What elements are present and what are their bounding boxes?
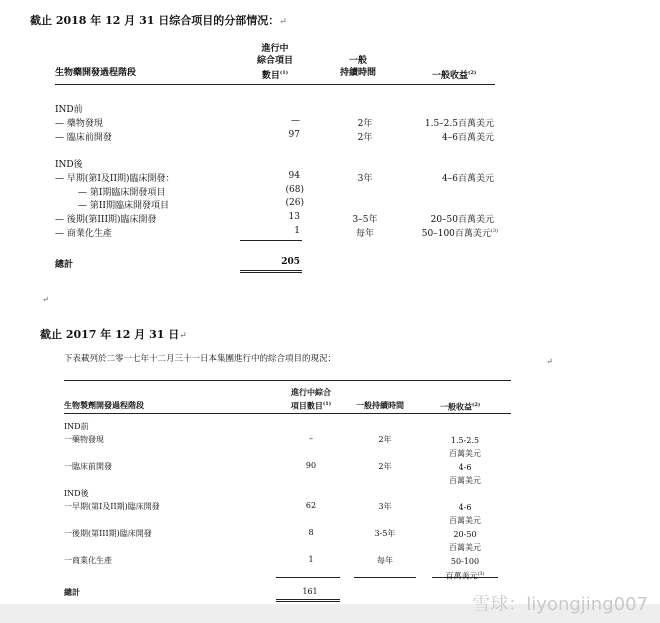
table-cell-count: 13 [288, 212, 300, 222]
s2-total-rule-1 [276, 599, 340, 600]
s1-subtotal-rule [240, 240, 302, 241]
table-cell-duration: 2年 [378, 462, 392, 471]
s2-col-count-header: 進行中綜合 項目數目$^{(1)}$ [290, 387, 332, 411]
table-row: IND前 [64, 422, 89, 431]
s2-col-stage-header: 生物製劑開發過程階段 [64, 400, 144, 410]
s2-total-value: 161 [302, 587, 318, 596]
paragraph-mark: ↵ [42, 295, 49, 304]
table-cell-count: 97 [288, 130, 300, 140]
table-cell-duration: 3-5年 [374, 529, 396, 538]
s1-total-rule-2 [240, 272, 302, 273]
table-cell-duration: 2年 [357, 119, 373, 129]
table-row: — 第II期臨床開發項目 [78, 201, 169, 211]
s2-top-rule [64, 380, 511, 381]
s1-total-label: 總計 [55, 260, 74, 270]
s2-subtotal-rule-duration [354, 577, 416, 578]
table-row: — 第I期臨床開發項目 [78, 188, 166, 198]
s1-total-value: 205 [281, 257, 300, 267]
table-row: — 早期(第I及II期)臨床開發： [55, 174, 175, 184]
table-cell-duration: 2年 [378, 435, 392, 444]
s2-total-label: 總計 [64, 587, 80, 597]
table-cell-revenue: 4-6 百萬美元 [449, 503, 481, 525]
table-row: IND後 [55, 160, 83, 170]
table-row: — 臨床前開發 [55, 133, 112, 143]
table-row: IND後 [64, 489, 89, 498]
table-cell-revenue: 4–6百萬美元 [442, 174, 494, 184]
paragraph-mark: ↵ [546, 357, 553, 366]
table-row: 一藥物發現 [64, 435, 104, 444]
table-cell-duration: 2年 [357, 133, 373, 143]
table-cell-count: 1 [294, 226, 300, 236]
s2-col-duration-header: 一般持續時間 [356, 400, 404, 410]
table-cell-count: — [291, 116, 300, 126]
table-cell-revenue: 20-50 百萬美元 [449, 530, 481, 552]
section2-intro: 下表載列於二零一七年十二月三十一日本集團進行中的綜合項目的現況： [64, 354, 337, 364]
table-cell-revenue: 1.5-2.5 百萬美元 [449, 436, 481, 458]
table-cell-count: – [309, 434, 313, 443]
table-row: IND前 [55, 105, 83, 115]
table-cell-revenue: 50-100 $^{(3)}$ [450, 557, 485, 577]
section1-heading: 截止 2018 年 12 月 31 日综合项目的分部情况：↵ [30, 14, 287, 27]
s2-subtotal-rule-revenue [432, 577, 498, 578]
table-cell-count: 90 [305, 461, 317, 470]
table-cell-duration: 3年 [357, 174, 373, 184]
table-row: 一臨床前開發 [64, 462, 112, 471]
table-cell-count: (26) [285, 198, 304, 208]
s1-header-rule [55, 84, 495, 85]
table-row: — 藥物發現 [55, 119, 103, 129]
table-cell-revenue: 1.5–2.5百萬美元 [424, 119, 494, 129]
s2-col-revenue-header: 一般收益$^{(2)}$ [440, 401, 481, 412]
section2-heading: 截止 2017 年 12 月 31 日↵ [40, 328, 187, 341]
table-row: 一商業化生產 [64, 556, 112, 565]
table-cell-revenue: 20–50百萬美元 [430, 215, 494, 225]
s2-subtotal-rule-count [276, 577, 340, 578]
s1-col-revenue-header: 一般收益$^{(2)}$ [432, 70, 477, 81]
table-row: 一早期(第I及II期)臨床開發 [64, 502, 160, 511]
s2-total-rule-2 [276, 601, 340, 602]
table-row: 一後期(第III期)臨床開發 [64, 529, 152, 538]
table-cell-count: 62 [305, 501, 317, 510]
s1-col-count-header: 進行中 綜合項目 數目$^{(1)}$ [256, 44, 293, 81]
table-cell-duration: 每年 [355, 229, 374, 239]
s1-total-rule-1 [240, 270, 302, 271]
table-cell-duration: 3年 [378, 502, 392, 511]
table-cell-count: 94 [288, 171, 300, 181]
table-row: — 商業化生產 [55, 229, 112, 239]
table-cell-count: 8 [308, 528, 314, 537]
table-cell-count: (68) [285, 185, 304, 195]
table-cell-revenue: 50–100百萬美元$^{(3)}$ [421, 228, 498, 239]
table-cell-revenue: 4-6 百萬美元 [449, 463, 481, 485]
table-row: — 後期(第III期)臨床開發 [55, 215, 157, 225]
s1-col-duration-header: 一般 持續時間 [339, 56, 376, 78]
table-cell-duration: 每年 [377, 556, 393, 565]
table-cell-revenue: 4–6百萬美元 [442, 133, 494, 143]
table-cell-count: 1 [308, 555, 314, 564]
watermark: 雪球：liyongjing007 [472, 594, 648, 615]
s1-col-stage-header: 生物藥開發過程階段 [55, 68, 137, 78]
table-cell-duration: 3–5年 [352, 215, 378, 225]
s2-header-rule [64, 413, 511, 414]
